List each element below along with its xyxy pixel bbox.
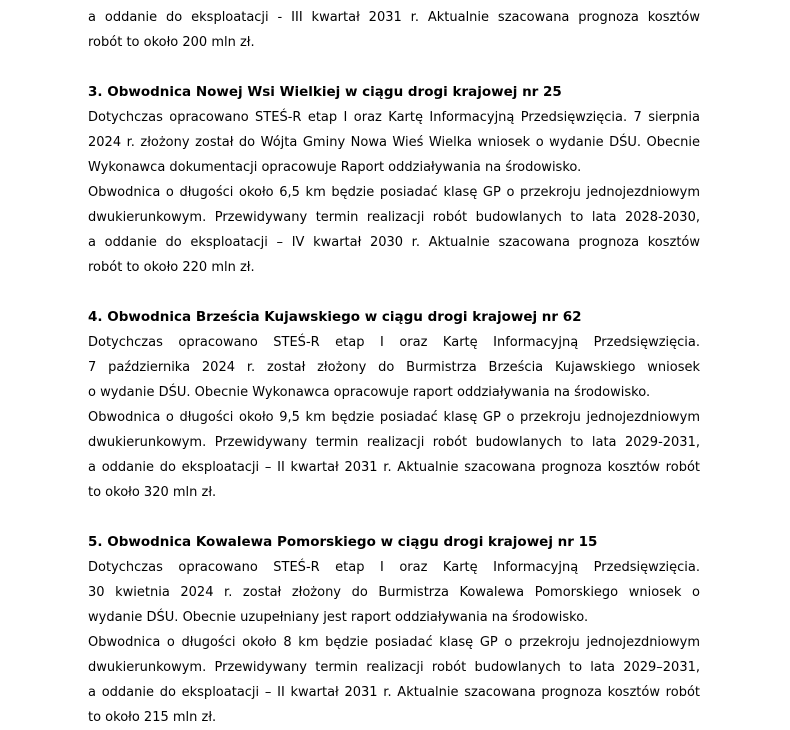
section-heading: 5. Obwodnica Kowalewa Pomorskiego w ciągu drogi krajowej nr 15 (88, 534, 598, 550)
section-obwodnica-kowalewa-pomorskiego (88, 530, 700, 730)
text-line: 2024 r. złożony został do Wójta Gminy Nowa Wieś Wielka wniosek o wydanie DŚU. Obecnie (88, 135, 700, 150)
text-line: dwukierunkowym. Przewidywany termin realizacji robót budowlanych to lata 2029–2031, (88, 660, 700, 675)
text-line: Dotychczas opracowano STEŚ-R etap I oraz Kartę Informacyjną Przedsięwzięcia. (88, 335, 700, 350)
text-line: Obwodnica o długości około 6,5 km będzie posiadać klasę GP o przekroju jednojezdniowym (88, 185, 700, 200)
paragraph (88, 330, 700, 405)
text-line: dwukierunkowym. Przewidywany termin realizacji robót budowlanych to lata 2028-2030, (88, 210, 700, 225)
text-line: robót to około 220 mln zł. (88, 260, 255, 275)
text-line: Obwodnica o długości około 8 km będzie posiadać klasę GP o przekroju jednojezdniowym (88, 635, 700, 650)
paragraph (88, 105, 700, 180)
text-line: robót to około 200 mln zł. (88, 35, 255, 50)
text-line: o wydanie DŚU. Obecnie Wykonawca opracowuje raport oddziaływania na środowisko. (88, 385, 651, 400)
paragraph-continuation (88, 5, 700, 55)
text-line: to około 215 mln zł. (88, 710, 217, 725)
text-line: Wykonawca dokumentacji opracowuje Raport oddziaływania na środowisko. (88, 160, 582, 175)
text-line: Dotychczas opracowano STEŚ-R etap I oraz Kartę Informacyjną Przedsięwzięcia. (88, 560, 700, 575)
text-line: 7 października 2024 r. został złożony do Burmistrza Brześcia Kujawskiego wniosek (88, 360, 700, 375)
text-line: to około 320 mln zł. (88, 485, 217, 500)
text-line: Dotychczas opracowano STEŚ-R etap I oraz Kartę Informacyjną Przedsięwzięcia. 7 sierpnia (88, 110, 700, 125)
section-obwodnica-brzescia-kujawskiego (88, 305, 700, 505)
text-line: a oddanie do eksploatacji – II kwartał 2031 r. Aktualnie szacowana prognoza kosztów robót (88, 685, 700, 700)
paragraph (88, 405, 700, 505)
text-line: 30 kwietnia 2024 r. został złożony do Burmistrza Kowalewa Pomorskiego wniosek o (88, 585, 700, 600)
text-line: Obwodnica o długości około 9,5 km będzie posiadać klasę GP o przekroju jednojezdniowym (88, 410, 700, 425)
document-content (88, 5, 700, 730)
text-line: dwukierunkowym. Przewidywany termin realizacji robót budowlanych to lata 2029-2031, (88, 435, 700, 450)
text-line: a oddanie do eksploatacji – II kwartał 2031 r. Aktualnie szacowana prognoza kosztów robót (88, 460, 700, 475)
paragraph (88, 630, 700, 730)
section-heading: 3. Obwodnica Nowej Wsi Wielkiej w ciągu drogi krajowej nr 25 (88, 84, 562, 100)
section-obwodnica-nowej-wsi-wielkiej (88, 80, 700, 280)
section-heading: 4. Obwodnica Brześcia Kujawskiego w ciągu drogi krajowej nr 62 (88, 309, 582, 325)
paragraph (88, 555, 700, 630)
text-line: wydanie DŚU. Obecnie uzupełniany jest raport oddziaływania na środowisko. (88, 610, 589, 625)
text-line: a oddanie do eksploatacji – IV kwartał 2030 r. Aktualnie szacowana prognoza kosztów (88, 235, 700, 250)
text-line: a oddanie do eksploatacji - III kwartał 2031 r. Aktualnie szacowana prognoza kosztów (88, 10, 700, 25)
paragraph (88, 180, 700, 280)
